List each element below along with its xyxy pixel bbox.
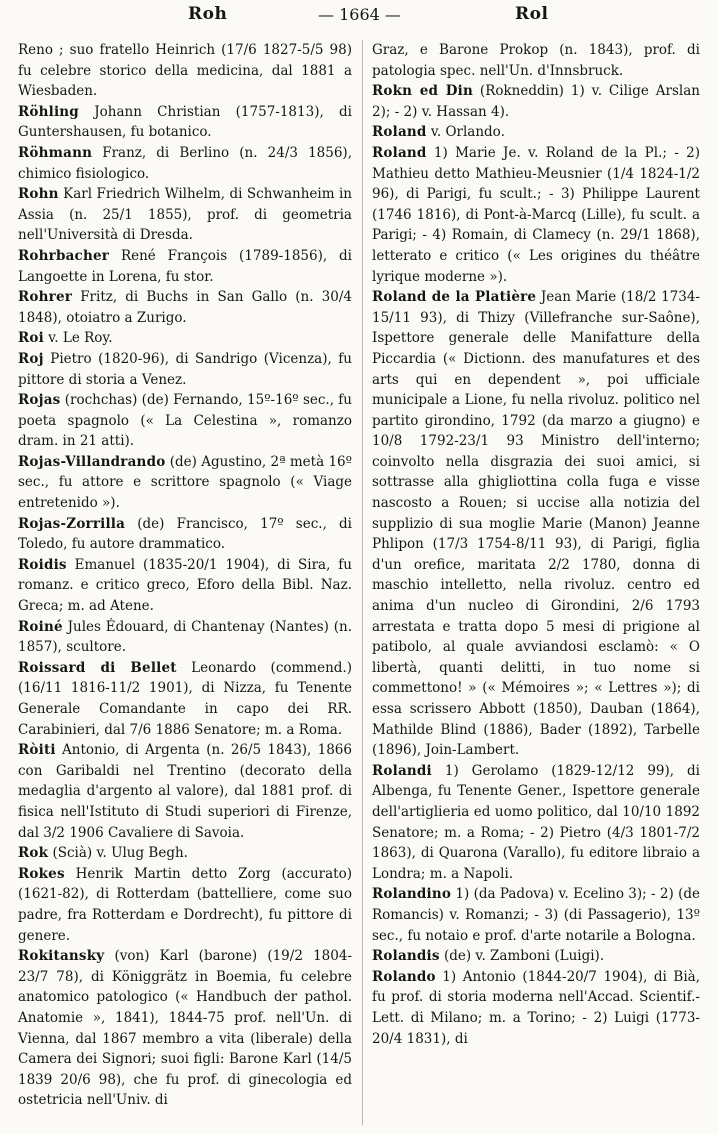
dictionary-entry <box>18 740 352 843</box>
entry-text: (rochchas) (de) Fernando, 15º-16º sec., fu poeta spagnolo (« La Celestina », romanzo dram. in 21 atti). <box>18 392 352 450</box>
page-header <box>0 2 718 28</box>
entry-headword: Roissard di Bellet <box>18 659 177 676</box>
entry-text: Fritz, di Buchs in San Gallo (n. 30/4 1848), otoiatro a Zurigo. <box>18 289 352 326</box>
entry-text: (Rokneddin) 1) v. Cilige Arslan 2); - 2) v. Hassan 4). <box>372 83 700 120</box>
dictionary-entry <box>18 102 352 143</box>
entry-text: Leonardo (commend.) (16/11 1816-11/2 1901), di Nizza, fu Tenente Generale Comandante in capo dei RR. Carabinieri, dal 7/6 1886 Senatore; m. a Roma. <box>18 659 352 738</box>
entry-text: (Scià) v. Ulug Begh. <box>48 845 188 862</box>
entry-headword: Rolandi <box>372 762 432 779</box>
entry-headword: Röhling <box>18 103 79 120</box>
entry-text: Jean Marie (18/2 1734-15/11 93), di Thizy (Villefranche sur-Saône), Ispettore generale delle Manifatture della Piccardia (« Dictionn. des manufatures et des arts qui en dependent », poi ufficiale municipale a Lione, fu nella rivoluz. politico nel partito girondino, 1792 (da marzo a giugno) e 10/8 1792-23/1 93 Ministro dell'interno; coinvolto nella disgrazia dei suoi amici, si sottrasse alla ghigliottina colla fuga e visse nascosto a Rouen; si uccise alla notizia del supplizio di sua moglie Marie (Manon) Jeanne Phlipon (17/3 1754-8/11 93), di Parigi, figlia d'un orefice, maritata 2/2 1780, donna di maschio intelletto, nella rivoluz. centro ed anima d'un nucleo di Girondini, 2/6 1793 arrestata e tratta dopo 5 mesi di prigione al patibolo, al quale avviandosi esclamò: « O libertà, quanti delitti, in tuo nome si commettono! » (« Mémoires »; « Lettres »); di essa scrissero Abbott (1850), Dauban (1864), Mathilde Blind (1886), Bader (1892), Tarbelle (1896), Join-Lambert. <box>372 289 700 759</box>
entry-text: 1) Marie Je. v. Roland de la Pl.; - 2) Mathieu detto Mathieu-Meusnier (1/4 1824-1/2 96), di Parigi, fu scult.; - 3) Philippe Laurent (1746 1816), di Pont-à-Marcq (Lille), fu scult. a Parigi; - 4) Romain, di Clamecy (n. 29/1 1868), letterato e critico (« Les origines du théâtre lyrique moderne »). <box>372 144 700 285</box>
entry-headword: Roiné <box>18 618 63 635</box>
dictionary-entry <box>18 184 352 246</box>
dictionary-entry <box>18 40 352 102</box>
dictionary-entry <box>372 122 700 143</box>
dictionary-entry <box>372 40 700 81</box>
entry-text: 1) Antonio (1844-20/7 1904), di Bià, fu prof. di storia moderna nell'Accad. Scientif.-Lett. di Milano; m. a Torino; - 2) Luigi (1773-20/4 1831), di <box>372 968 700 1047</box>
dictionary-entry <box>18 390 352 452</box>
entry-headword: Rojas-Zorrilla <box>18 515 126 532</box>
entry-headword: Rolandis <box>372 948 440 965</box>
entry-headword: Roidis <box>18 556 67 573</box>
entry-headword: Roi <box>18 330 44 347</box>
entry-headword: Rokitansky <box>18 948 105 965</box>
dictionary-entry <box>372 143 700 287</box>
dictionary-entry <box>18 287 352 328</box>
entry-headword: Ròiti <box>18 742 56 759</box>
dictionary-entry <box>372 967 700 1049</box>
entry-headword: Rojas <box>18 392 61 409</box>
entry-text: Reno ; suo fratello Heinrich (17/6 1827-5/5 98) fu celebre storico della medicina, dal 1881 a Wiesbaden. <box>18 42 352 100</box>
dictionary-entry <box>18 246 352 287</box>
entry-headword: Roland <box>372 144 427 161</box>
entry-text: Karl Friedrich Wilhelm, di Schwanheim in Assia (n. 25/1 1855), prof. di geometria nell'Università di Dresda. <box>18 186 352 244</box>
left-column <box>18 40 352 1111</box>
dictionary-entry <box>18 452 352 514</box>
entry-headword: Rojas-Villandrando <box>18 453 166 470</box>
entry-headword: Rohrbacher <box>18 247 110 264</box>
entry-text: Graz, e Barone Prokop (n. 1843), prof. di patologia spec. nell'Un. d'Innsbruck. <box>372 42 700 79</box>
entry-headword: Roland <box>372 124 427 141</box>
dictionary-entry <box>372 946 700 967</box>
dictionary-entry <box>18 658 352 740</box>
dictionary-entry <box>372 761 700 885</box>
entry-text: (de) Francisco, 17º sec., di Toledo, fu autore drammatico. <box>18 515 352 553</box>
dictionary-entry <box>18 617 352 658</box>
dictionary-entry <box>18 864 352 946</box>
dictionary-entry <box>18 843 352 864</box>
page-number: — 1664 — <box>318 5 401 24</box>
dictionary-entry <box>18 143 352 184</box>
entry-text: Johann Christian (1757-1813), di Guntershausen, fu botanico. <box>18 103 352 141</box>
entry-text: 1) (da Padova) v. Ecelino 3); - 2) (de Romancis) v. Romanzi; - 3) (di Passagerio), 13º sec., fu notaio e prof. d'arte notarile a Bologna. <box>372 886 700 944</box>
entry-text: (de) v. Zamboni (Luigi). <box>439 948 605 965</box>
dictionary-entry <box>18 946 352 1111</box>
entry-text: v. Orlando. <box>426 124 505 141</box>
entry-headword: Rolandino <box>372 886 452 903</box>
column-divider <box>362 40 363 1125</box>
entry-text: (de) Agustino, 2ª metà 16º sec., fu attore e scrittore spagnolo (« Viage entretenido »). <box>18 453 352 512</box>
entry-text: Antonio, di Argenta (n. 26/5 1843), 1866 con Garibaldi nel Trentino (decorato della medaglia d'argento al valore), dal 1881 prof. di fisica nell'Istituto di Studi superiori di Firenze, dal 3/2 1906 Cavaliere di Savoia. <box>18 742 352 841</box>
entry-headword: Rokn ed Din <box>372 83 473 100</box>
entry-text: (von) Karl (barone) (19/2 1804-23/7 78), di Königgrätz in Boemia, fu celebre anatomico patologico (« Handbuch der pathol. Anatomie », 1841), 1844-75 prof. nell'Un. di Vienna, dal 1867 membro a vita (liberale) della Camera dei Signori; suoi figli: Barone Karl (14/5 1839 20/6 98), che fu prof. di ginecologia ed ostetricia nell'Univ. di <box>18 948 352 1109</box>
header-left-guideword: Roh <box>188 4 228 24</box>
entry-headword: Roj <box>18 350 44 367</box>
entry-headword: Rohrer <box>18 289 73 306</box>
dictionary-entry <box>372 81 700 122</box>
dictionary-entry <box>372 287 700 761</box>
entry-headword: Röhmann <box>18 144 93 161</box>
entry-text: René François (1789-1856), di Langoette in Lorena, fu stor. <box>18 247 352 285</box>
dictionary-entry <box>18 514 352 555</box>
entry-text: Jules Édouard, di Chantenay (Nantes) (n. 1857), scultore. <box>18 618 352 656</box>
entry-headword: Rolando <box>372 968 436 985</box>
entry-headword: Rok <box>18 845 49 862</box>
entry-headword: Roland de la Platière <box>372 289 537 306</box>
header-right-guideword: Rol <box>515 4 549 24</box>
entry-headword: Rokes <box>18 865 65 882</box>
dictionary-entry <box>18 328 352 349</box>
right-column <box>372 40 700 1049</box>
entry-text: Franz, di Berlino (n. 24/3 1856), chimico fisiologico. <box>18 144 352 182</box>
entry-text: Pietro (1820-96), di Sandrigo (Vicenza), fu pittore di storia a Venez. <box>18 350 352 388</box>
entry-text: Emanuel (1835-20/1 1904), di Sira, fu romanz. e critico greco, Eforo della Bibl. Naz. Greca; m. ad Atene. <box>18 556 352 615</box>
entry-text: Henrik Martin detto Zorg (accurato) (1621-82), di Rotterdam (battelliere, come suo padre, fra Rotterdam e Dordrecht), fu pittore di genere. <box>18 865 352 944</box>
dictionary-entry <box>18 349 352 390</box>
entry-text: v. Le Roy. <box>43 330 113 347</box>
entry-text: 1) Gerolamo (1829-12/12 99), di Albenga, fu Tenente Gener., Ispettore generale dell'artiglieria ed uomo politico, dal 10/10 1892 Senatore; m. a Roma; - 2) Pietro (4/3 1801-7/2 1863), di Quarona (Varallo), fu editore libraio a Londra; m. a Napoli. <box>372 762 700 882</box>
entry-headword: Rohn <box>18 186 59 203</box>
dictionary-entry <box>372 884 700 946</box>
dictionary-entry <box>18 555 352 617</box>
